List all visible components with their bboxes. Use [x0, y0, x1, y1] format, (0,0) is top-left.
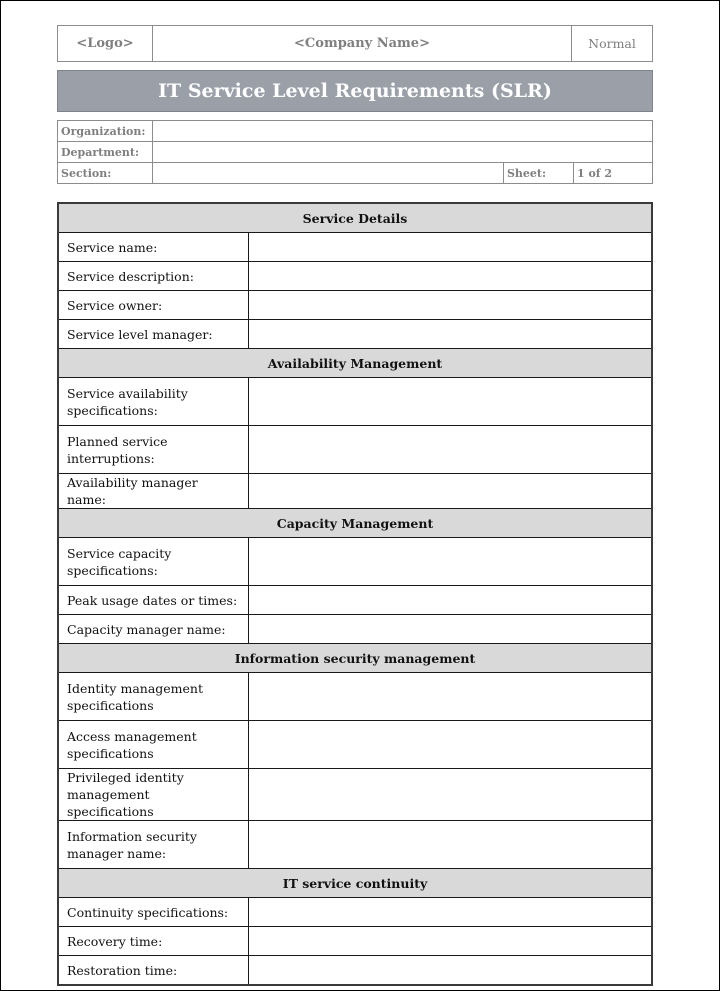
section-field[interactable] [153, 163, 504, 184]
field-label: Service availability specifications: [58, 378, 248, 426]
section-header-availability: Availability Management [58, 349, 652, 378]
field-label: Service owner: [58, 291, 248, 320]
field-label: Capacity manager name: [58, 615, 248, 644]
restoration-time-field[interactable] [248, 956, 652, 986]
sheet-value: 1 of 2 [573, 163, 652, 184]
document-title: IT Service Level Requirements (SLR) [57, 70, 653, 112]
security-manager-field[interactable] [248, 821, 652, 869]
organization-label: Organization: [58, 121, 153, 142]
meta-table [57, 120, 653, 184]
section-header-capacity: Capacity Management [58, 509, 652, 538]
section-header-service-details: Service Details [58, 203, 652, 233]
field-label: Service name: [58, 233, 248, 262]
field-label: Access management specifications [58, 721, 248, 769]
style-label: Normal [588, 36, 636, 51]
peak-usage-field[interactable] [248, 586, 652, 615]
field-label: Availability manager name: [58, 474, 248, 509]
field-label: Identity management specifications [58, 673, 248, 721]
section-header-info-security: Information security management [58, 644, 652, 673]
access-management-field[interactable] [248, 721, 652, 769]
section-header-continuity: IT service continuity [58, 869, 652, 898]
company-name: <Company Name> [153, 26, 572, 61]
capacity-specifications-field[interactable] [248, 538, 652, 586]
service-description-field[interactable] [248, 262, 652, 291]
planned-interruptions-field[interactable] [248, 426, 652, 474]
availability-specifications-field[interactable] [248, 378, 652, 426]
logo-placeholder: <Logo> [58, 26, 153, 61]
field-label: Restoration time: [58, 956, 248, 986]
field-label: Privileged identity management specifications [58, 769, 248, 821]
field-label: Service capacity specifications: [58, 538, 248, 586]
slr-form-table [57, 202, 653, 986]
continuity-specifications-field[interactable] [248, 898, 652, 927]
service-owner-field[interactable] [248, 291, 652, 320]
privileged-identity-field[interactable] [248, 769, 652, 821]
field-label: Service level manager: [58, 320, 248, 349]
field-label: Service description: [58, 262, 248, 291]
field-label: Recovery time: [58, 927, 248, 956]
field-label: Peak usage dates or times: [58, 586, 248, 615]
document-header [57, 25, 653, 62]
field-label: Information security manager name: [58, 821, 248, 869]
section-label: Section: [58, 163, 153, 184]
organization-field[interactable] [153, 121, 653, 142]
service-name-field[interactable] [248, 233, 652, 262]
sheet-label: Sheet: [503, 163, 573, 184]
service-level-manager-field[interactable] [248, 320, 652, 349]
recovery-time-field[interactable] [248, 927, 652, 956]
capacity-manager-field[interactable] [248, 615, 652, 644]
identity-management-field[interactable] [248, 673, 652, 721]
department-label: Department: [58, 142, 153, 163]
field-label: Continuity specifications: [58, 898, 248, 927]
availability-manager-field[interactable] [248, 474, 652, 509]
field-label: Planned service interruptions: [58, 426, 248, 474]
department-field[interactable] [153, 142, 653, 163]
